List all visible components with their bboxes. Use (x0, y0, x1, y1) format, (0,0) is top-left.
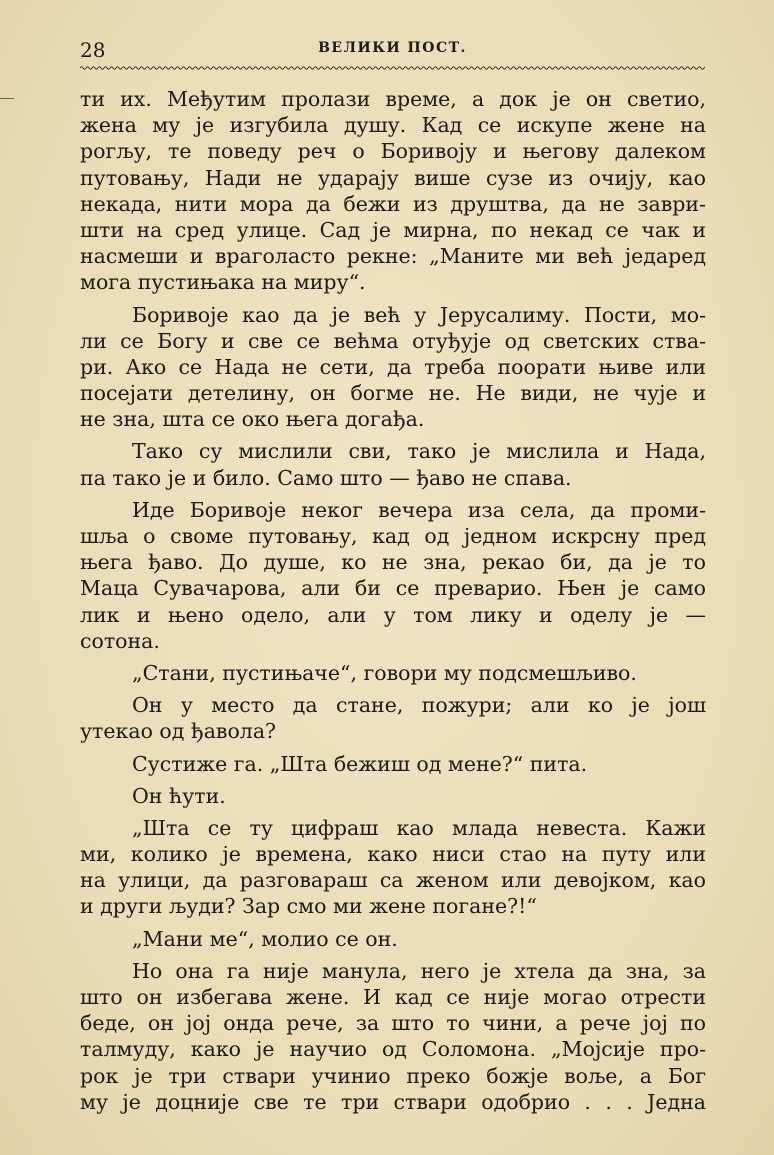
text-line: лик и њено одело, али у том лику и оделу је — (80, 602, 706, 627)
running-title: ВЕЛИКИ ПОСТ. (318, 40, 467, 56)
page-number: 28 (80, 38, 106, 62)
text-line: Он у место да стане, пожури; али ко је још (132, 693, 706, 718)
text-line: посејати детелину, он богме не. Не види, не чује и (80, 381, 706, 406)
text-line: Боривоје као да је већ у Јерусалиму. Пости, мо- (132, 302, 706, 327)
paragraph (80, 660, 706, 686)
text-line: шти на сред улице. Сад је мирна, по некад се чак и (80, 217, 706, 242)
text-line: и други људи? Зар смо ми жене погане?!“ (80, 894, 537, 919)
text-line: „Стани, пустињаче“, говори му подсмешљиво. (132, 660, 637, 685)
text-line: „Мани ме“, молио се он. (132, 926, 398, 951)
paragraph (80, 751, 706, 777)
paragraph (80, 438, 706, 490)
page-header (80, 38, 705, 64)
text-line: талмуду, како је научио од Соломона. „Мојсије про- (80, 1037, 706, 1062)
text-line: рок је три ствари учинио преко божје воље, а Бог (80, 1063, 706, 1088)
text-line: Иде Боривоје неког вечера иза села, да проми- (132, 497, 706, 522)
body-text (80, 86, 706, 1115)
text-line: ли се Богу и све се већма отуђује од светских ства- (80, 328, 706, 353)
text-line: утекао од ђавола? (80, 719, 277, 744)
text-line: Он ћути. (132, 783, 226, 808)
text-line: му је доцније све те три ствари одобрио . . . Једна (80, 1089, 706, 1114)
text-line: Но она га није манула, него је хтела да зна, за (132, 958, 706, 983)
text-line: њега ђаво. До душе, ко не зна, рекао би, да је то (80, 550, 706, 575)
text-line: рогљу, те поведу реч о Боривоју и његову далеком (80, 139, 706, 164)
text-line: па тако је и било. Само што — ђаво не спава. (80, 465, 572, 490)
text-line: ри. Ако се Нада не сети, да треба поорати њиве или (80, 354, 706, 379)
text-line: не зна, шта се око њега догађа. (80, 407, 425, 432)
text-line: беде, он јој онда рече, за што то чини, а рече јој по (80, 1011, 706, 1036)
paragraph (80, 302, 706, 433)
paragraph (80, 86, 706, 296)
text-line: шља о своме путовању, кад од једном искрсну пред (80, 524, 706, 548)
text-line: „Шта се ту цифраш као млада невеста. Кажи (132, 815, 706, 840)
text-line: ти их. Међутим пролази време, а док је он светио, (80, 87, 706, 111)
text-line: насмеши и враголасто рекне: „Маните ми већ једаред (80, 244, 706, 269)
header-wavy-rule (80, 64, 705, 72)
text-line: Тако су мислили сви, тако је мислила и Нада, (132, 439, 706, 464)
text-line: жена му је изгубила душу. Кад се искупе жене на (80, 113, 706, 138)
paragraph (80, 958, 706, 1115)
text-line: некада, нити мора да бежи из друштва, да не заври- (80, 191, 706, 216)
paragraph (80, 926, 706, 952)
text-line: мога пустињака на миру“. (80, 270, 366, 295)
text-line: сотона. (80, 628, 160, 653)
paragraph (80, 815, 706, 920)
margin-mark (0, 98, 14, 99)
text-line: на улици, да разговараш са женом или девојком, као (80, 868, 706, 893)
text-line: Сустиже га. „Шта бежиш од мене?“ пита. (132, 751, 588, 776)
text-line: Маца Сувачарова, али би се преварио. Њен је само (80, 576, 706, 601)
text-line: ми, колико је времена, како ниси стао на путу или (80, 842, 706, 867)
paragraph (80, 783, 706, 809)
text-line: путовању, Нади не ударају више сузе из очију, као (80, 165, 706, 190)
text-line: што он избегава жене. И кад се није могао отрести (80, 985, 706, 1009)
paragraph (80, 497, 706, 654)
paragraph (80, 692, 706, 744)
